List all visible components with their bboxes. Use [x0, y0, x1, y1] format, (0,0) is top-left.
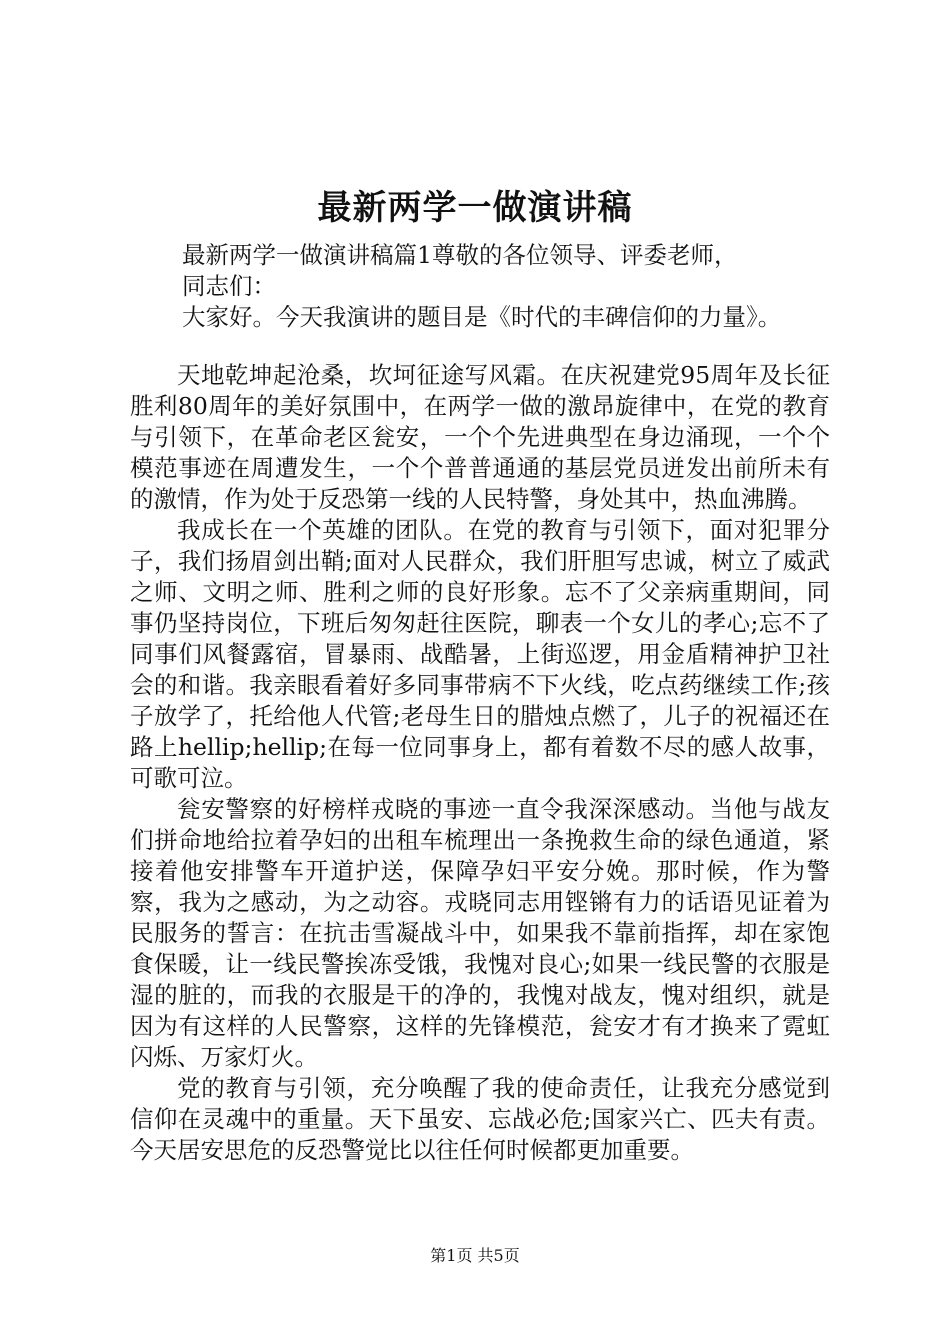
document-title: 最新两学一做演讲稿: [317, 188, 633, 228]
intro-line: 最新两学一做演讲稿篇1尊敬的各位领导、评委老师，: [182, 241, 738, 269]
page-footer: 第1页 共5页: [430, 1246, 520, 1265]
body-paragraph: 党的教育与引领，充分唤醒了我的使命责任，让我充分感觉到信仰在灵魂中的重量。天下虽安、忘战必危;国家兴亡、匹夫有责。今天居安思危的反恐警觉比以往任何时候都更加重要。: [130, 1074, 830, 1164]
body-text: [130, 360, 830, 1166]
intro-block: [182, 240, 842, 333]
body-paragraph: 我成长在一个英雄的团队。在党的教育与引领下，面对犯罪分子，我们扬眉剑出鞘;面对人民群众，我们肝胆写忠诚，树立了威武之师、文明之师、胜利之师的良好形象。忘不了父亲病重期间，同事仍坚持岗位，下班后匆匆赶往医院，聊表一个女儿的孝心;忘不了同事们风餐露宿，冒暴雨、战酷暑，上街巡逻，用金盾精神护卫社会的和谐。我亲眼看着好多同事带病不下火线，吃点药继续工作;孩子放学了，托给他人代管;老母生日的腊烛点燃了，儿子的祝福还在路上hellip;hellip;在每一位同事身上，都有着数不尽的感人故事，可歌可泣。: [130, 516, 830, 792]
intro-line: 大家好。今天我演讲的题目是《时代的丰碑信仰的力量》。: [182, 303, 782, 331]
intro-line: 同志们：: [182, 272, 276, 300]
body-paragraph: 瓮安警察的好榜样戎晓的事迹一直令我深深感动。当他与战友们拼命地给拉着孕妇的出租车梳理出一条挽救生命的绿色通道，紧接着他安排警车开道护送，保障孕妇平安分娩。那时候，作为警察，我为之感动，为之动容。戎晓同志用铿锵有力的话语见证着为民服务的誓言：在抗击雪凝战斗中，如果我不靠前指挥，却在家饱食保暖，让一线民警挨冻受饿，我愧对良心;如果一线民警的衣服是湿的脏的，而我的衣服是干的净的，我愧对战友，愧对组织，就是因为有这样的人民警察，这样的先锋模范，瓮安才有才换来了霓虹闪烁、万家灯火。: [130, 795, 830, 1071]
body-paragraph: 天地乾坤起沧桑，坎坷征途写风霜。在庆祝建党95周年及长征胜利80周年的美好氛围中，在两学一做的激昂旋律中，在党的教育与引领下，在革命老区瓮安，一个个先进典型在身边涌现，一个个模范事迹在周遭发生，一个个普普通通的基层党员迸发出前所未有的激情，作为处于反恐第一线的人民特警，身处其中，热血沸腾。: [130, 361, 830, 513]
